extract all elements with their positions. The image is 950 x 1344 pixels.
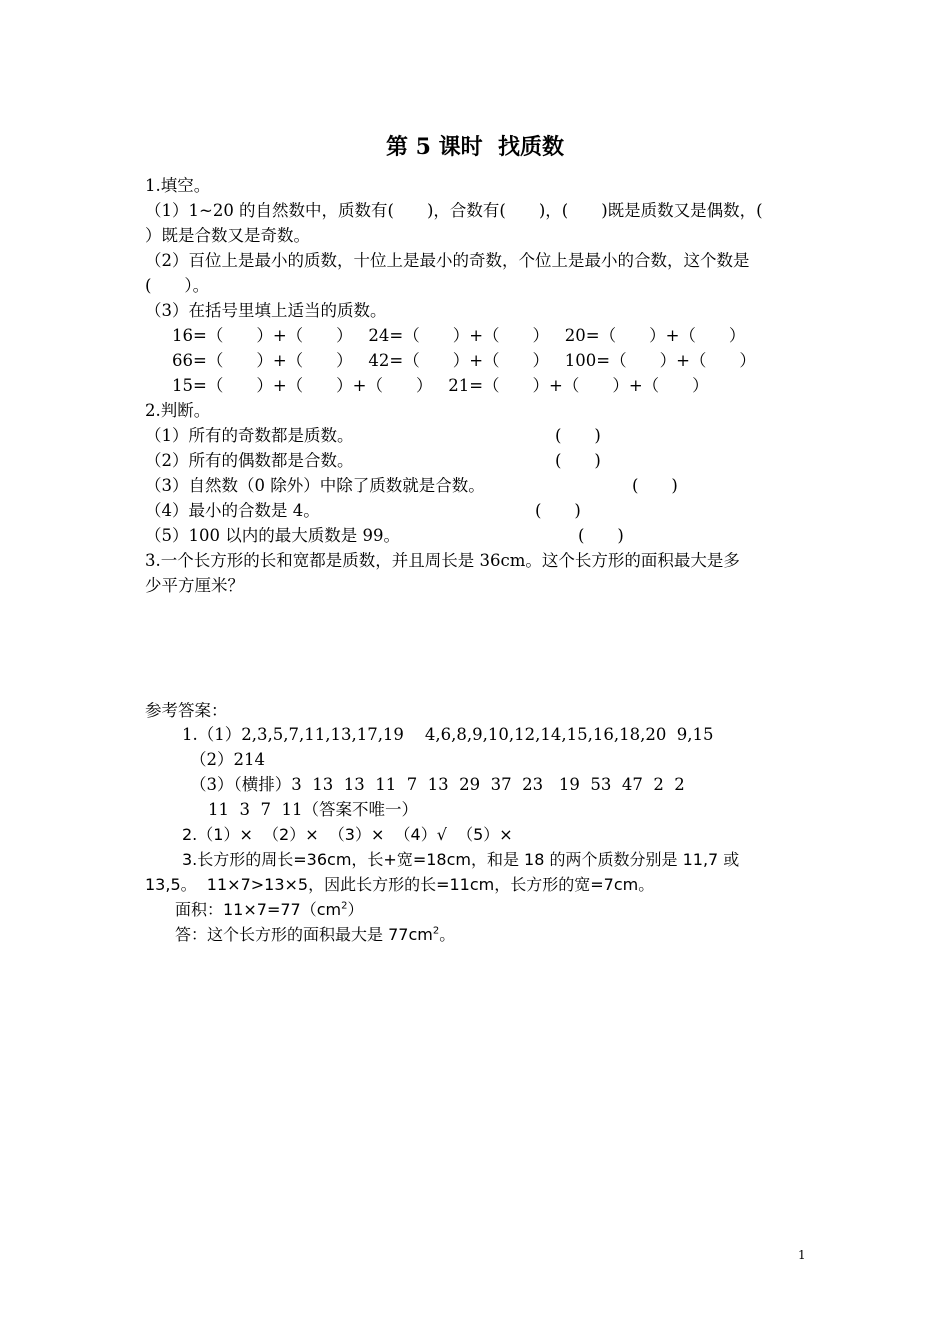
answers-heading: 参考答案： [145, 701, 228, 720]
q2-item-4: （4）最小的合数是 4。 [145, 501, 320, 520]
answer-1-part2: （2）214 [190, 750, 265, 769]
final-answer-text: 答：这个长方形的面积最大是 77cm [175, 925, 433, 944]
answer-3-area [175, 899, 364, 921]
q2-item-4-blank: ( ) [535, 501, 581, 520]
answer-2: 2.（1）× （2）× （3）× （4）√ （5）× [182, 825, 513, 844]
answer-3-line1: 3.长方形的周长=36cm，长+宽=18cm，和是 18 的两个质数分别是 11,7 或 [182, 850, 740, 869]
area-superscript: 2 [341, 900, 348, 912]
q2-heading: 2.判断。 [145, 401, 211, 420]
answer-1-part3: （3）（横排）3 13 13 11 7 13 29 37 23 19 53 47 2 2 [190, 775, 685, 794]
q2-item-5-blank: ( ) [578, 526, 624, 545]
q1-part2-line2: ( ）。 [145, 276, 210, 295]
q3-line2: 少平方厘米？ [145, 576, 244, 595]
q1-equation-row-3: 15=（ ）+（ ）+（ ） 21=（ ）+（ ）+（ ） [172, 376, 709, 395]
final-answer-superscript: 2 [432, 925, 440, 937]
answer-3-final [175, 924, 455, 946]
q2-item-5: （5）100 以内的最大质数是 99。 [145, 526, 400, 545]
q1-part2-line1: （2）百位上是最小的质数，十位上是最小的奇数，个位上是最小的合数，这个数是 [145, 251, 750, 270]
answer-1-part1: 1.（1）2,3,5,7,11,13,17,19 4,6,8,9,10,12,14,15,16,18,20 9,15 [182, 725, 714, 744]
answer-1-part3-cont: 11 3 7 11（答案不唯一） [208, 800, 418, 819]
q3-line1: 3.一个长方形的长和宽都是质数，并且周长是 36cm。这个长方形的面积最大是多 [145, 551, 740, 570]
q2-item-3-blank: ( ) [632, 476, 678, 495]
q2-item-1: （1）所有的奇数都是质数。 [145, 426, 354, 445]
q1-heading: 1.填空。 [145, 176, 211, 195]
final-answer-end: 。 [439, 925, 456, 944]
q1-equation-row-1: 16=（ ）+（ ） 24=（ ）+（ ） 20=（ ）+（ ） [172, 326, 746, 345]
q1-part1-line2: ）既是合数又是奇数。 [145, 226, 310, 245]
q1-part1-line1: （1）1~20 的自然数中，质数有( )，合数有( )，( )既是质数又是偶数，( [145, 201, 763, 220]
q2-item-3: （3）自然数（0 除外）中除了质数就是合数。 [145, 476, 485, 495]
area-text: 面积：11×7=77（cm [175, 900, 342, 919]
area-text-end: ） [347, 900, 364, 919]
page-title: 第 5 课时 找质数 [386, 134, 564, 160]
q2-item-2-blank: ( ) [555, 451, 601, 470]
page-number: 1 [798, 1248, 806, 1262]
q1-part3-heading: （3）在括号里填上适当的质数。 [145, 301, 387, 320]
q1-equation-row-2: 66=（ ）+（ ） 42=（ ）+（ ） 100=（ ）+（ ） [172, 351, 756, 370]
q2-item-1-blank: ( ) [555, 426, 601, 445]
answer-3-line2: 13,5。 11×7>13×5，因此长方形的长=11cm，长方形的宽=7cm。 [145, 875, 655, 894]
q2-item-2: （2）所有的偶数都是合数。 [145, 451, 354, 470]
